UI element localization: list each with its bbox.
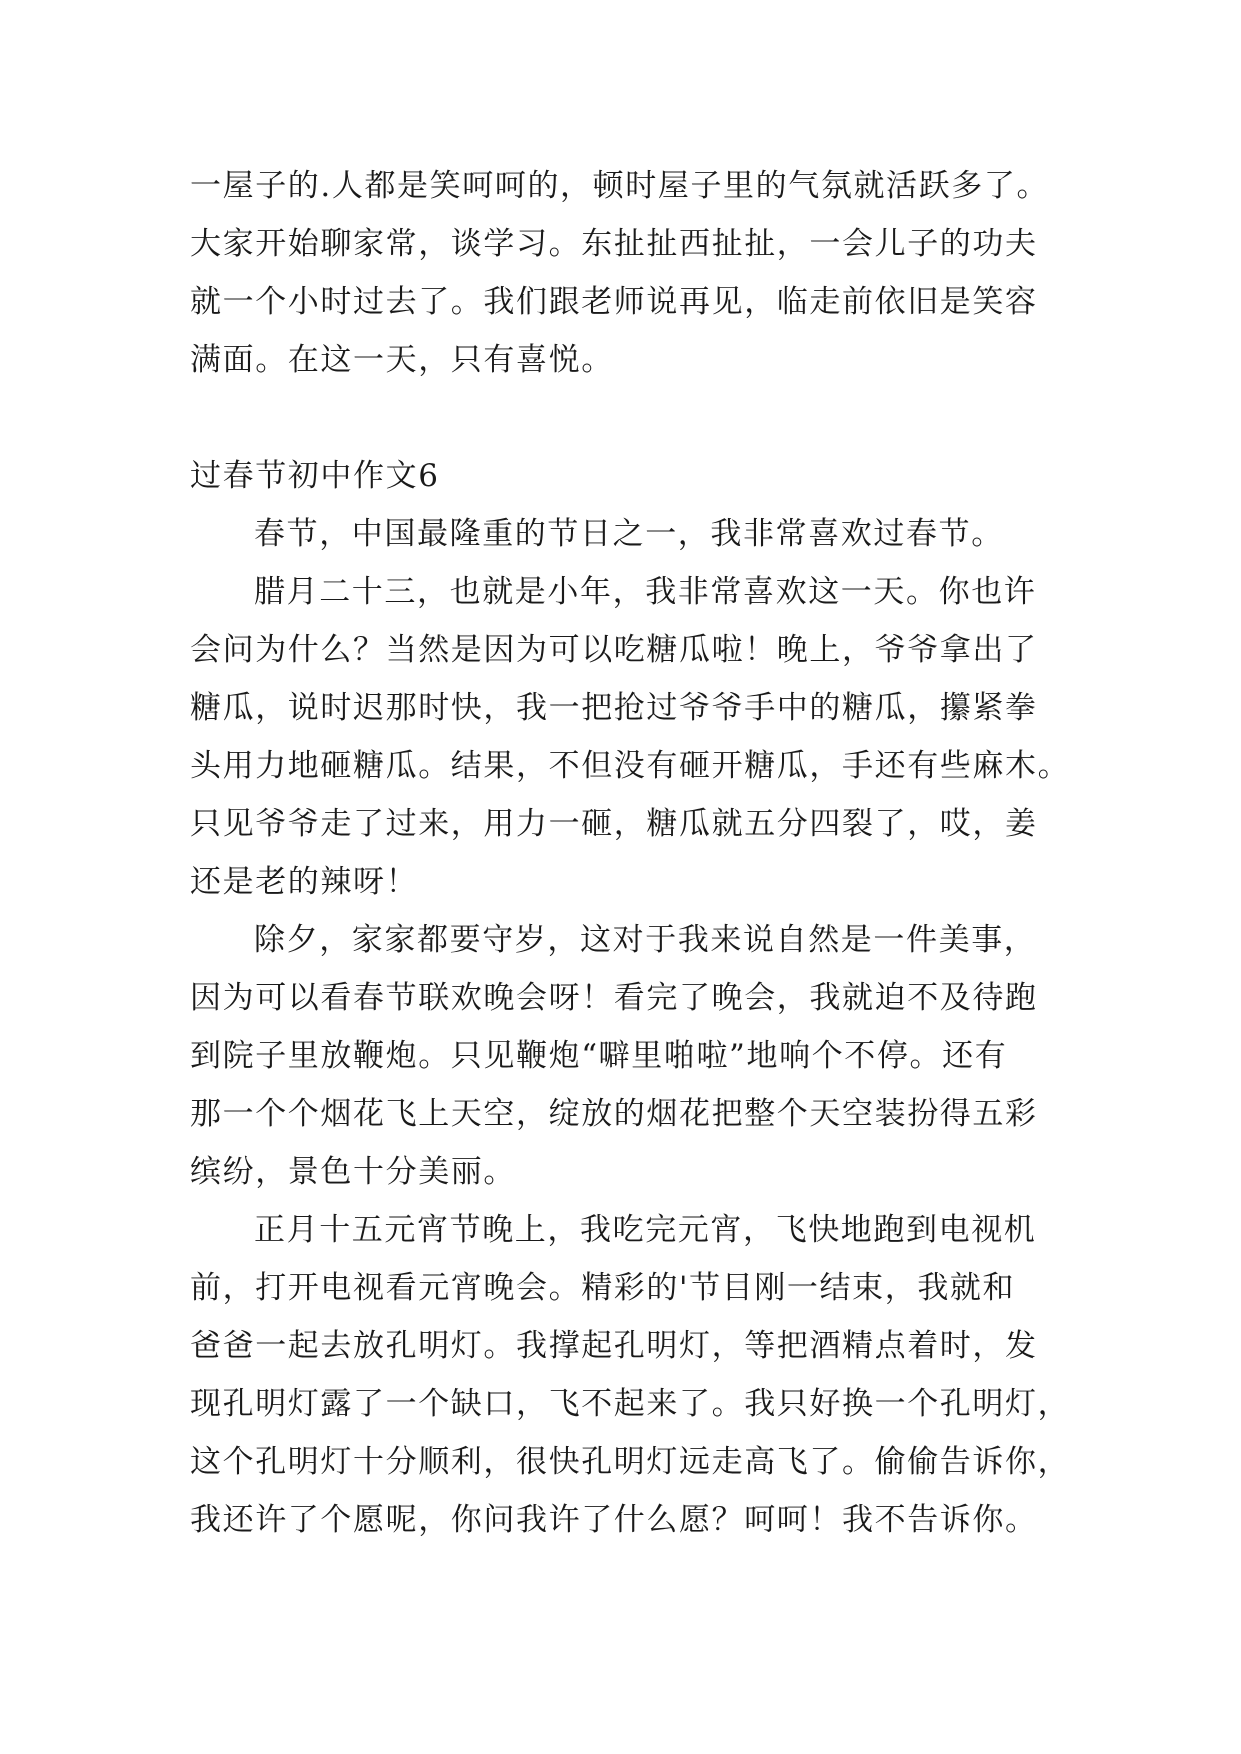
text-line: 因为可以看春节联欢晚会呀！看完了晚会，我就迫不及待跑	[190, 980, 1038, 1016]
text-line: 春节，中国最隆重的节日之一，我非常喜欢过春节。	[254, 516, 1004, 552]
text-line: 缤纷，景色十分美丽。	[190, 1154, 516, 1190]
text-line: 一屋子的.人都是笑呵呵的，顿时屋子里的气氛就活跃多了。	[190, 168, 1050, 204]
section-heading: 过春节初中作文6	[190, 458, 440, 494]
text-line: 就一个小时过去了。我们跟老师说再见，临走前依旧是笑容	[190, 284, 1038, 320]
text-line: 还是老的辣呀！	[190, 864, 419, 900]
text-line: 满面。在这一天，只有喜悦。	[190, 342, 614, 378]
text-line: 正月十五元宵节晚上，我吃完元宵，飞快地跑到电视机	[254, 1212, 1037, 1248]
text-line: 头用力地砸糖瓜。结果，不但没有砸开糖瓜，手还有些麻木。	[190, 748, 1071, 784]
text-line: 爸爸一起去放孔明灯。我撑起孔明灯，等把酒精点着时，发	[190, 1328, 1038, 1364]
text-line: 这个孔明灯十分顺利，很快孔明灯远走高飞了。偷偷告诉你，	[190, 1444, 1071, 1480]
text-line: 只见爷爷走了过来，用力一砸，糖瓜就五分四裂了，哎，姜	[190, 806, 1038, 842]
text-line: 到院子里放鞭炮。只见鞭炮“噼里啪啦”地响个不停。还有	[190, 1038, 1008, 1074]
text-line: 大家开始聊家常，谈学习。东扯扯西扯扯，一会儿子的功夫	[190, 226, 1038, 262]
text-line: 腊月二十三，也就是小年，我非常喜欢这一天。你也许	[254, 574, 1037, 610]
text-line: 前，打开电视看元宵晚会。精彩的'节目刚一结束，我就和	[190, 1270, 1016, 1306]
text-line: 糖瓜，说时迟那时快，我一把抢过爷爷手中的糖瓜，攥紧拳	[190, 690, 1038, 726]
text-line: 那一个个烟花飞上天空，绽放的烟花把整个天空装扮得五彩	[190, 1096, 1038, 1132]
text-line: 现孔明灯露了一个缺口，飞不起来了。我只好换一个孔明灯，	[190, 1386, 1071, 1422]
text-line: 除夕，家家都要守岁，这对于我来说自然是一件美事，	[254, 922, 1037, 958]
text-line: 会问为什么？当然是因为可以吃糖瓜啦！晚上，爷爷拿出了	[190, 632, 1038, 668]
text-line: 我还许了个愿呢，你问我许了什么愿？呵呵！我不告诉你。	[190, 1502, 1038, 1538]
